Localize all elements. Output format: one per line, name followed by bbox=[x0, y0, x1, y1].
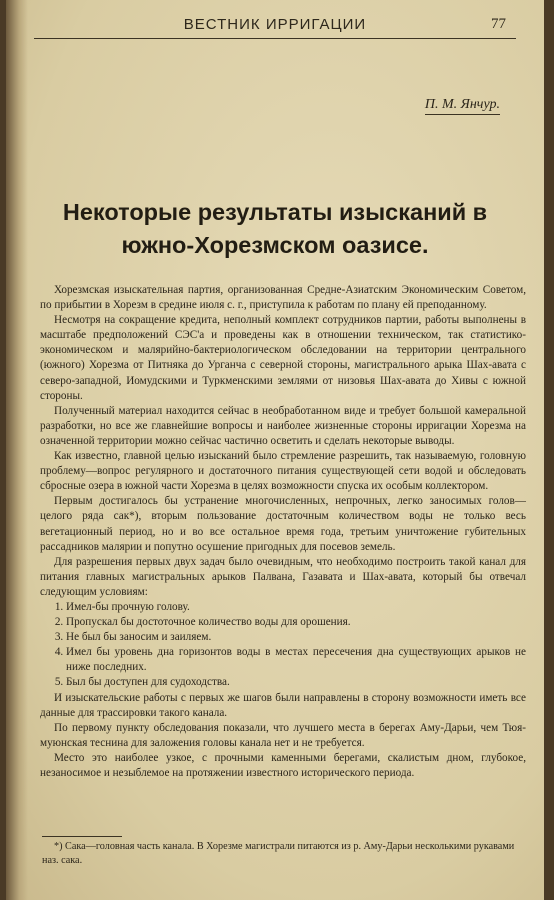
running-header bbox=[34, 14, 516, 39]
paragraph: Для разрешения первых двух задач было очевидным, что необходимо построить такой канал для питания главных магистральных арыков Палвана, Газавата и Шах-авата, который бы отвечал следующим условиям: bbox=[40, 555, 526, 598]
list-item: 2. Пропускал бы достоточное количество воды для орошения. bbox=[66, 615, 526, 630]
journal-page bbox=[6, 0, 544, 900]
list-item: 4. Имел бы уровень дна горизонтов воды в местах пересечения дна существующих арыков не ниже последних. bbox=[66, 645, 526, 675]
paragraph: Хорезмская изыскательная партия, организованная Средне-Азиатским Экономическим Советом, по прибытии в Хорезм в средине июля с. г., приступила к работам по плану ей преподанному. bbox=[40, 284, 526, 312]
paragraph: Как известно, главной целью изысканий было стремление разрешить, так называемую, головную проблему—вопрос регулярного и достаточного питания существующей сети водой и обследовать сбросные озера в южной части Хорезма в целях возможности спуска их особым коллектором. bbox=[40, 450, 526, 493]
list-item: 5. Был бы доступен для судоходства. bbox=[66, 675, 526, 690]
article-title: Некоторые результаты изысканий в южно-Хорезмском оазисе. bbox=[62, 199, 488, 258]
paragraph: Полученный материал находится сейчас в необработанном виде и требует большой камеральной разработки, но все же главнейшие вопросы и наиболее жизненные стороны ирригации Хорезма на означенной территории можно сейчас частично осветить и сделать некоторые выводы. bbox=[40, 404, 526, 447]
paragraph: Место это наиболее узкое, с прочными каменными берегами, скалистым дном, глубокое, незаносимое и незыблемое на протяжении известного исторического периода. bbox=[40, 751, 526, 779]
list-item: 3. Не был бы заносим и заиляем. bbox=[66, 630, 526, 645]
paragraph: И изыскательские работы с первых же шагов были направлены в сторону возможности иметь все данные для трассировки такого канала. bbox=[40, 691, 526, 719]
list-item: 1. Имел-бы прочную голову. bbox=[66, 600, 526, 615]
page-binding-shadow bbox=[6, 0, 28, 900]
footnote: *) Сака—головная часть канала. В Хорезме магистрали питаются из р. Аму-Дарьи несколькими рукавами наз. сака. bbox=[42, 841, 515, 866]
paragraph: Первым достигалось бы устранение многочисленных, непрочных, легко заносимых голов—целого ряда сак*), вторым пользование достаточным количеством воды не только весь вегетационный период, но и во все остальное время года, третьим уничтожение губительных рассадников малярии и попутно осушение пригодных для посевов земель. bbox=[40, 495, 526, 553]
paragraph: Несмотря на сокращение кредита, неполный комплект сотрудников партии, работы выполнены в масштабе предположений СЭС'а и проведены как в отношении техническом, так статистико-экономическом и малярийно-бактериологическом обследовании на территории центрального (южного) Хорезма от Питняка до Урганча с северной стороны, магистрального арыка Шах-авата с северо-западной, Иомудскими и Туркменскими землями от низовья Шах-авата до Хивы с южной стороны. bbox=[40, 314, 526, 402]
footnote-divider bbox=[42, 836, 122, 837]
article-author: П. М. Янчур. bbox=[425, 97, 500, 115]
article-body bbox=[40, 283, 526, 781]
paragraph: По первому пункту обследования показали, что лучшего места в берегах Аму-Дарьи, чем Тюя-муюнская теснина для заложения головы канала нет и не требуется. bbox=[40, 721, 526, 749]
page-number: 77 bbox=[491, 16, 506, 32]
conditions-list bbox=[40, 600, 526, 691]
journal-title: ВЕСТНИК ИРРИГАЦИИ bbox=[183, 16, 367, 33]
